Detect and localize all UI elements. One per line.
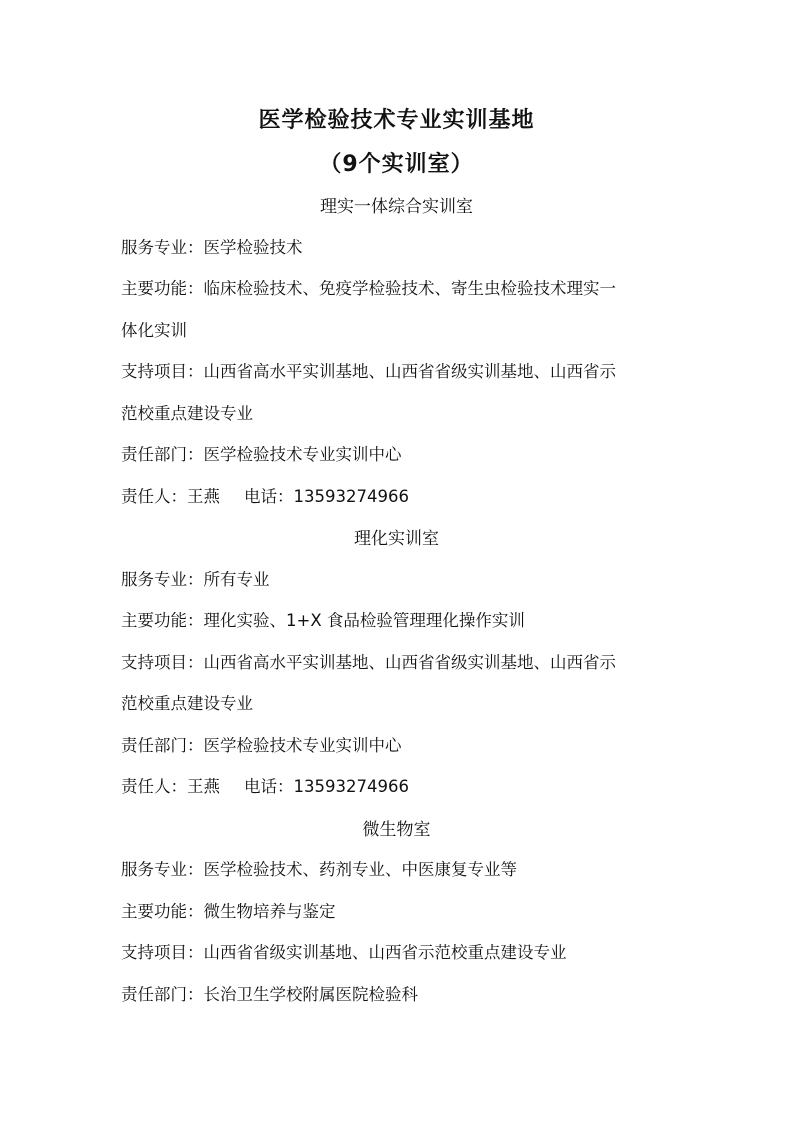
- service-line: 服务专业：医学检验技术: [121, 238, 303, 257]
- function-line: 主要功能：微生物培养与鉴定: [121, 902, 336, 921]
- service-line: 服务专业：所有专业: [121, 570, 270, 589]
- phone-number: 电话：13593274966: [244, 487, 409, 506]
- support-line-cont: 范校重点建设专业: [121, 694, 253, 713]
- department-line: 责任部门：长治卫生学校附属医院检验科: [121, 985, 418, 1004]
- contact-line: [121, 773, 681, 797]
- function-line-cont: 体化实训: [121, 321, 187, 340]
- section-title: 微生物室: [362, 820, 431, 840]
- responsible-person: 责任人：王燕: [121, 487, 220, 506]
- document-title: 医学检验技术专业实训基地: [258, 108, 535, 133]
- support-line: 支持项目：山西省省级实训基地、山西省示范校重点建设专业: [121, 943, 567, 962]
- responsible-person: 责任人：王燕: [121, 777, 220, 796]
- service-line: 服务专业：医学检验技术、药剂专业、中医康复专业等: [121, 860, 517, 879]
- function-line: 主要功能：理化实验、1+X 食品检验管理理化操作实训: [121, 611, 525, 630]
- department-line: 责任部门：医学检验技术专业实训中心: [121, 736, 402, 755]
- support-line: 支持项目：山西省高水平实训基地、山西省省级实训基地、山西省示: [121, 653, 616, 672]
- support-line-cont: 范校重点建设专业: [121, 404, 253, 423]
- phone-number: 电话：13593274966: [244, 777, 409, 796]
- department-line: 责任部门：医学检验技术专业实训中心: [121, 445, 402, 464]
- contact-line: [121, 483, 681, 507]
- section-title: 理化实训室: [354, 529, 439, 549]
- document-subtitle: （9个实训室）: [319, 152, 474, 177]
- section-title: 理实一体综合实训室: [320, 197, 473, 217]
- function-line: 主要功能：临床检验技术、免疫学检验技术、寄生虫检验技术理实一: [121, 279, 616, 298]
- support-line: 支持项目：山西省高水平实训基地、山西省省级实训基地、山西省示: [121, 362, 616, 381]
